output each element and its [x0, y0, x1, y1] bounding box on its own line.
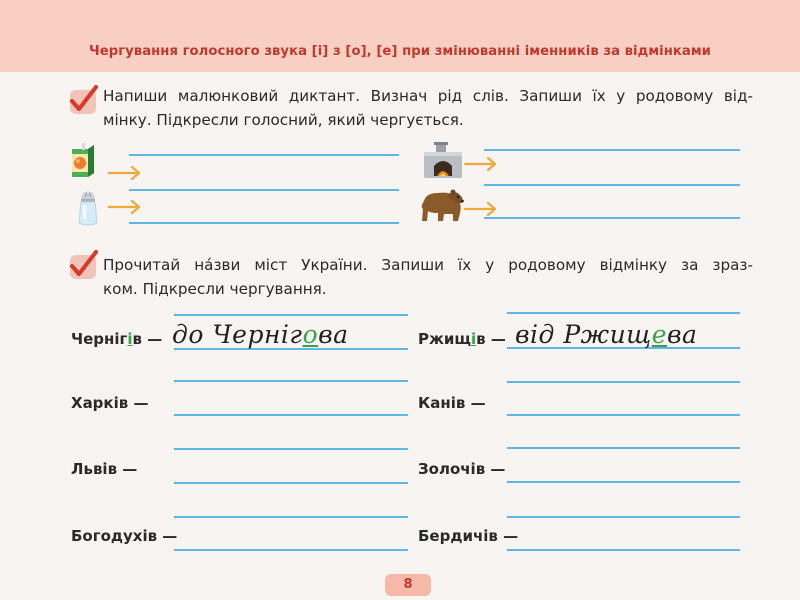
writing-guide-line	[174, 516, 408, 518]
writing-guide-line	[174, 448, 408, 450]
sample-answer-left: до Чернігова	[172, 320, 349, 349]
exercise-1-line-2: мінку. Підкресли голосний, який чергується.	[103, 111, 464, 129]
answer-line[interactable]	[484, 184, 740, 186]
page-number: 8	[385, 574, 431, 596]
page-title: Чергування голосного звука [і] з [о], [е] при змінюванні іменників за відмінками	[89, 44, 711, 59]
sample-answer-right: від Ржищева	[515, 320, 698, 349]
exercise-2-line-1: Прочитай на́зви міст України. Запиши їх у родовому відмінку за зраз-	[103, 256, 753, 274]
answer-line[interactable]	[507, 481, 740, 483]
answer-line[interactable]	[174, 482, 408, 484]
writing-guide-line	[507, 312, 740, 314]
answer-line[interactable]	[129, 189, 399, 191]
city-label-zolochiv: Золочів —	[418, 460, 506, 478]
exercise-2-line-2: ком. Підкресли чергування.	[103, 280, 327, 298]
answer-line[interactable]	[507, 549, 740, 551]
city-label-berdychiv: Бердичів —	[418, 527, 519, 545]
alternating-vowel: і	[127, 330, 133, 348]
city-label-lviv: Львів —	[71, 460, 138, 478]
city-label-kaniv: Канів —	[418, 394, 486, 412]
arrow-icon	[464, 202, 498, 216]
writing-guide-line	[507, 381, 740, 383]
arrow-icon	[108, 166, 142, 180]
writing-guide-line	[174, 314, 408, 316]
answer-line[interactable]	[484, 149, 740, 151]
page-header	[0, 0, 800, 72]
answer-line[interactable]	[507, 414, 740, 416]
alternating-vowel: і	[471, 330, 477, 348]
check-icon	[70, 255, 96, 279]
alternating-vowel: о	[302, 320, 319, 349]
arrow-icon	[464, 157, 498, 171]
alternating-vowel: е	[651, 320, 667, 349]
answer-line[interactable]	[129, 222, 399, 224]
exercise-1-line-1: Напиши малюнковий диктант. Визнач рід слів. Запиши їх у родовому від-	[103, 87, 753, 105]
bear-icon	[418, 187, 464, 227]
answer-line[interactable]	[174, 414, 408, 416]
check-icon	[70, 90, 96, 114]
city-label-chernihiv: Чернігів —	[71, 330, 163, 348]
exercise-1-instruction	[103, 84, 753, 132]
arrow-icon	[108, 200, 142, 214]
answer-line[interactable]	[129, 154, 399, 156]
writing-guide-line	[174, 380, 408, 382]
juice-box-icon	[68, 143, 100, 183]
city-label-bohodukhiv: Богодухів —	[71, 527, 178, 545]
answer-line[interactable]	[174, 549, 408, 551]
writing-guide-line	[507, 447, 740, 449]
city-label-rzhyshchiv: Ржищів —	[418, 330, 506, 348]
writing-guide-line	[507, 516, 740, 518]
exercise-2-instruction	[103, 253, 753, 301]
oven-icon	[422, 142, 464, 184]
salt-shaker-icon	[76, 191, 100, 231]
city-label-kharkiv: Харків —	[71, 394, 149, 412]
answer-line[interactable]	[484, 217, 740, 219]
